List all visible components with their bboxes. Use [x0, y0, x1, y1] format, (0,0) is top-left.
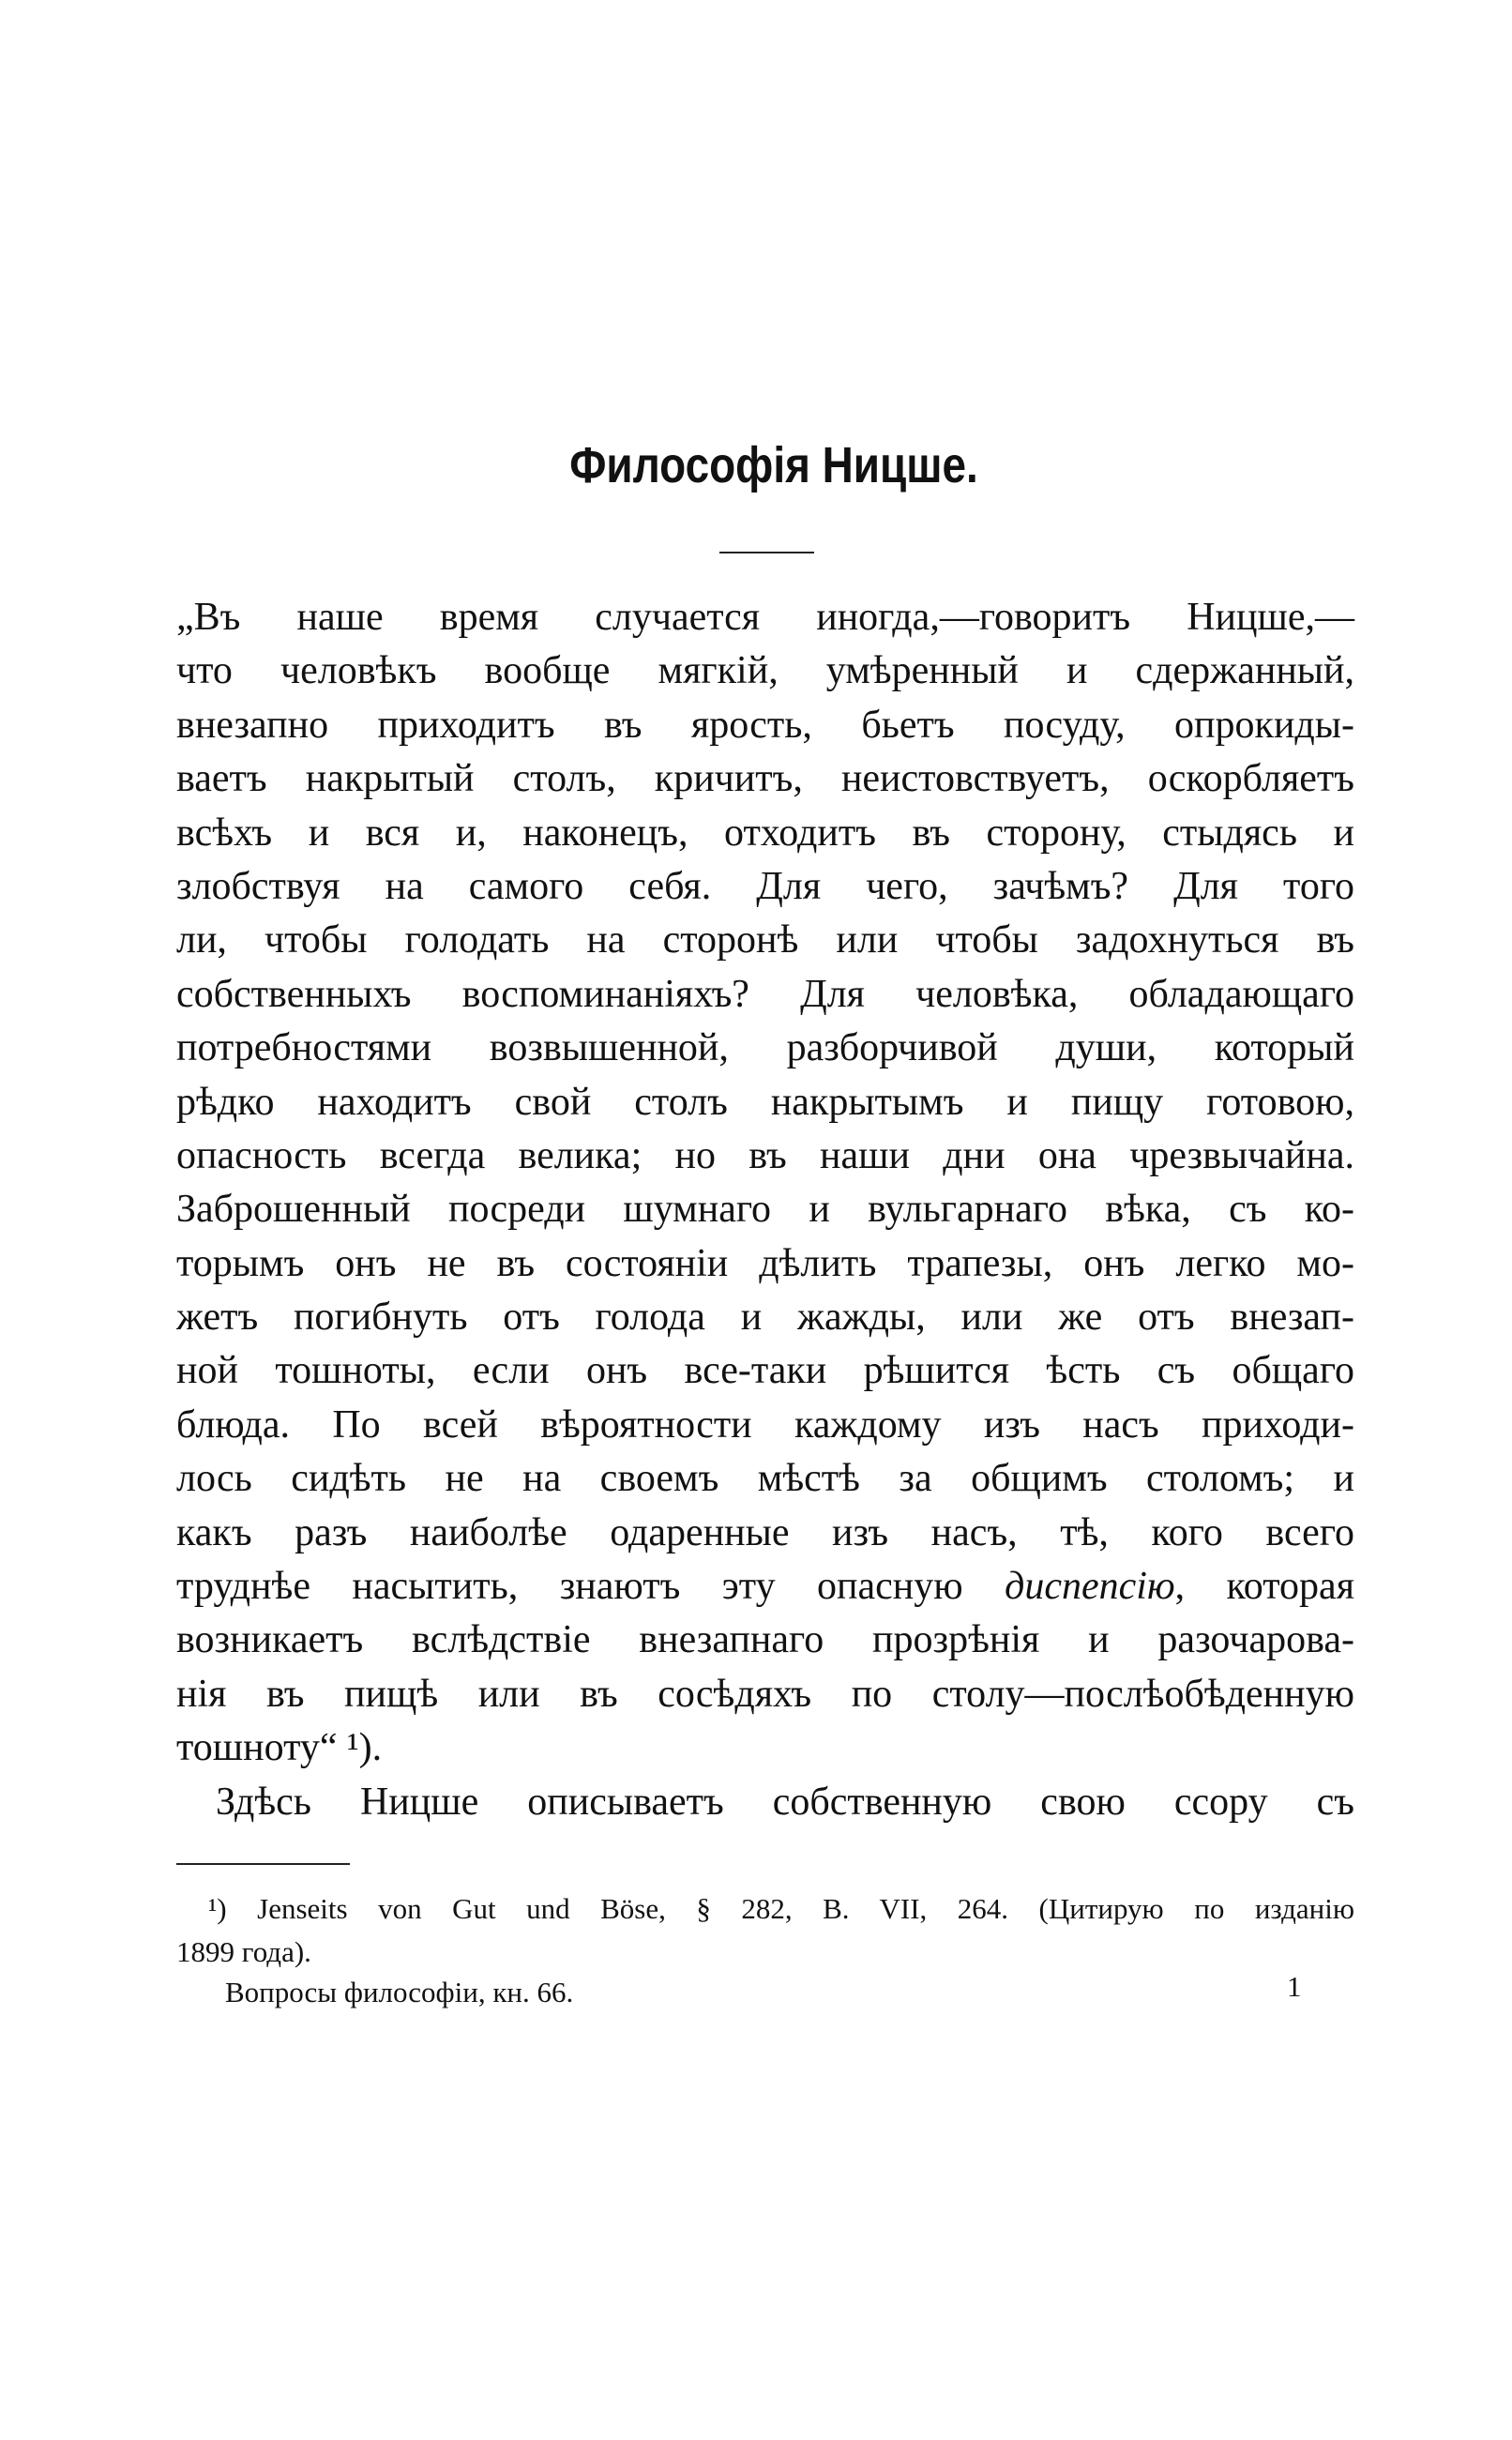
text-line: жетъ погибнуть отъ голода и жажды, или же отъ внезап- [176, 1296, 1354, 1340]
page-number: 1 [1287, 1970, 1302, 2003]
text-line: нія въ пищѣ или въ сосѣдяхъ по столу—послѣобѣденную [176, 1672, 1354, 1716]
text-line: Здѣсь Ницше описываетъ собственную свою ссору съ [216, 1780, 1354, 1824]
text-line: злобствуя на самого себя. Для чего, зачѣмъ? Для того [176, 864, 1354, 908]
italic-word: диспепсію [1005, 1565, 1175, 1609]
text-line: торымъ онъ не въ состояніи дѣлить трапезы, онъ легко мо- [176, 1241, 1354, 1285]
text-line: Заброшенный посреди шумнаго и вульгарнаго вѣка, съ ко- [176, 1188, 1354, 1232]
text-line: опасность всегда велика; но въ наши дни она чрезвычайна. [176, 1133, 1354, 1177]
text-line: всѣхъ и вся и, наконецъ, отходитъ въ сторону, стыдясь и [176, 811, 1354, 855]
text-line: возникаетъ вслѣдствіе внезапнаго прозрѣнія и разочарова- [176, 1618, 1354, 1662]
text-line: рѣдко находитъ свой столъ накрытымъ и пищу готовою, [176, 1080, 1354, 1124]
text-line: внезапно приходитъ въ ярость, бьетъ посуду, опрокиды- [176, 703, 1354, 747]
page-title: Философія Ницше. [569, 437, 978, 493]
text-line: ли, чтобы голодать на сторонѣ или чтобы задохнуться въ [176, 918, 1354, 962]
text-line: какъ разъ наиболѣе одаренные изъ насъ, тѣ, кого всего [176, 1510, 1354, 1554]
text-line: потребностями возвышенной, разборчивой души, который [176, 1026, 1354, 1070]
text-line: „Въ наше время случается иногда,—говоритъ Ницше,— [176, 596, 1354, 639]
footnote-line: 1899 года). [176, 1935, 311, 1968]
text-line: ной тошноты, если онъ все-таки рѣшится ѣсть съ общаго [176, 1349, 1354, 1393]
text-line: блюда. По всей вѣроятности каждому изъ насъ приходи- [176, 1402, 1354, 1447]
text-line: труднѣе насытить, знаютъ эту опасную диспепсію, которая [176, 1565, 1355, 1609]
text-line: что человѣкъ вообще мягкій, умѣренный и сдержанный, [176, 649, 1354, 693]
signature-mark: Вопросы философіи, кн. 66. [225, 1976, 574, 2008]
text-line: лось сидѣть не на своемъ мѣстѣ за общимъ столомъ; и [176, 1457, 1354, 1501]
footnote-line: ¹) Jenseits von Gut und Böse, § 282, B. VII, 264. (Цитирую по изданію [208, 1892, 1354, 1925]
title-divider [719, 552, 814, 553]
footnote-divider [176, 1863, 350, 1865]
text-line: ваетъ накрытый столъ, кричитъ, неистовствуетъ, оскорбляетъ [176, 757, 1354, 801]
text-line: тошноту“ ¹). [176, 1726, 383, 1770]
main-text [176, 591, 1354, 1829]
text-line: собственныхъ воспоминаніяхъ? Для человѣка, обладающаго [176, 972, 1354, 1016]
